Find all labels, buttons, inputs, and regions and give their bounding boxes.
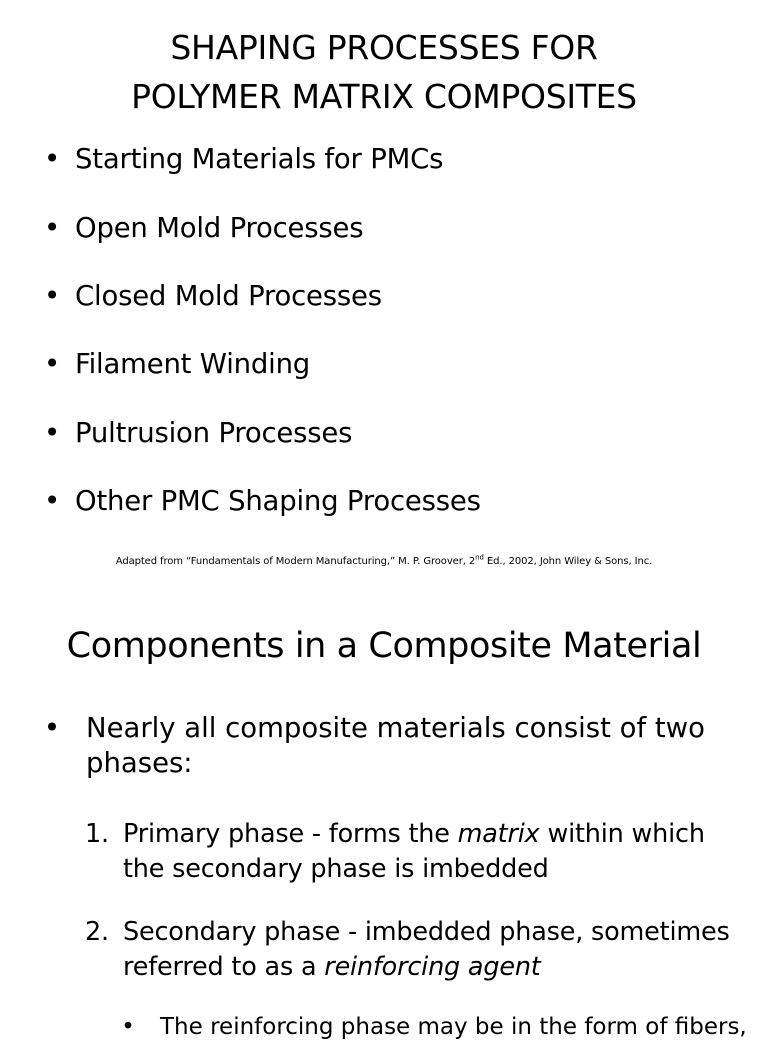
bullet-text: Other PMC Shaping Processes xyxy=(75,485,481,517)
bullet-text: Pultrusion Processes xyxy=(75,417,353,449)
text-run: within which xyxy=(539,819,705,849)
bullet-icon: • xyxy=(43,280,61,312)
bullet-icon: • xyxy=(43,485,61,517)
bullet-closed-mold xyxy=(0,274,768,318)
bullet-other-pmc xyxy=(0,479,768,523)
source-citation xyxy=(0,555,768,569)
item-text xyxy=(123,915,743,985)
bullet-pultrusion xyxy=(0,411,768,455)
bullet-text xyxy=(86,711,736,781)
bullet-icon: • xyxy=(121,1014,135,1040)
emphasis-reinforcing-agent: reinforcing agent xyxy=(324,952,541,982)
bullet-icon: • xyxy=(43,417,61,449)
bullet-icon: • xyxy=(43,348,61,380)
citation-text: Adapted from “Fundamentals of Modern Manufacturing,” M. P. Groover, 2 xyxy=(115,556,476,567)
text-run: Primary phase - forms the xyxy=(123,819,458,849)
slide-composite-components xyxy=(0,600,768,1040)
item-text xyxy=(123,817,743,887)
bullet-text: Starting Materials for PMCs xyxy=(75,143,444,175)
citation-superscript: nd xyxy=(475,553,484,562)
item-number: 1. xyxy=(85,819,109,849)
slide-title: Components in a Composite Material xyxy=(66,626,702,666)
bullet-starting-materials xyxy=(0,137,768,181)
slide-title-line-2: POLYMER MATRIX COMPOSITES xyxy=(131,77,637,116)
item-text-line-1 xyxy=(123,817,743,852)
citation-text-end: Ed., 2002, John Wiley & Sons, Inc. xyxy=(483,556,653,567)
text-run: referred to as a xyxy=(123,952,325,982)
bullet-text: Open Mold Processes xyxy=(75,212,364,244)
text-run: Secondary phase - imbedded phase, sometimes xyxy=(123,917,730,947)
emphasis-matrix: matrix xyxy=(457,819,540,849)
item-text-line-2 xyxy=(123,852,743,887)
bullet-icon: • xyxy=(43,212,61,244)
bullet-open-mold xyxy=(0,206,768,250)
item-text-line-1 xyxy=(123,915,743,950)
bullet-text: Filament Winding xyxy=(75,348,311,380)
slide-title-line-1: SHAPING PROCESSES FOR xyxy=(170,28,598,67)
sub-bullet-text: The reinforcing phase may be in the form of fibers, xyxy=(160,1014,747,1040)
bullet-text: Closed Mold Processes xyxy=(75,280,382,312)
bullet-filament-winding xyxy=(0,342,768,386)
bullet-icon: • xyxy=(43,143,61,175)
bullet-text-line-2: phases: xyxy=(86,747,193,779)
text-run: the secondary phase is imbedded xyxy=(123,854,549,884)
bullet-text-line-1: Nearly all composite materials consist of two xyxy=(86,712,705,744)
item-number: 2. xyxy=(85,917,109,947)
bullet-icon: • xyxy=(43,712,61,744)
item-text-line-2 xyxy=(123,950,743,985)
